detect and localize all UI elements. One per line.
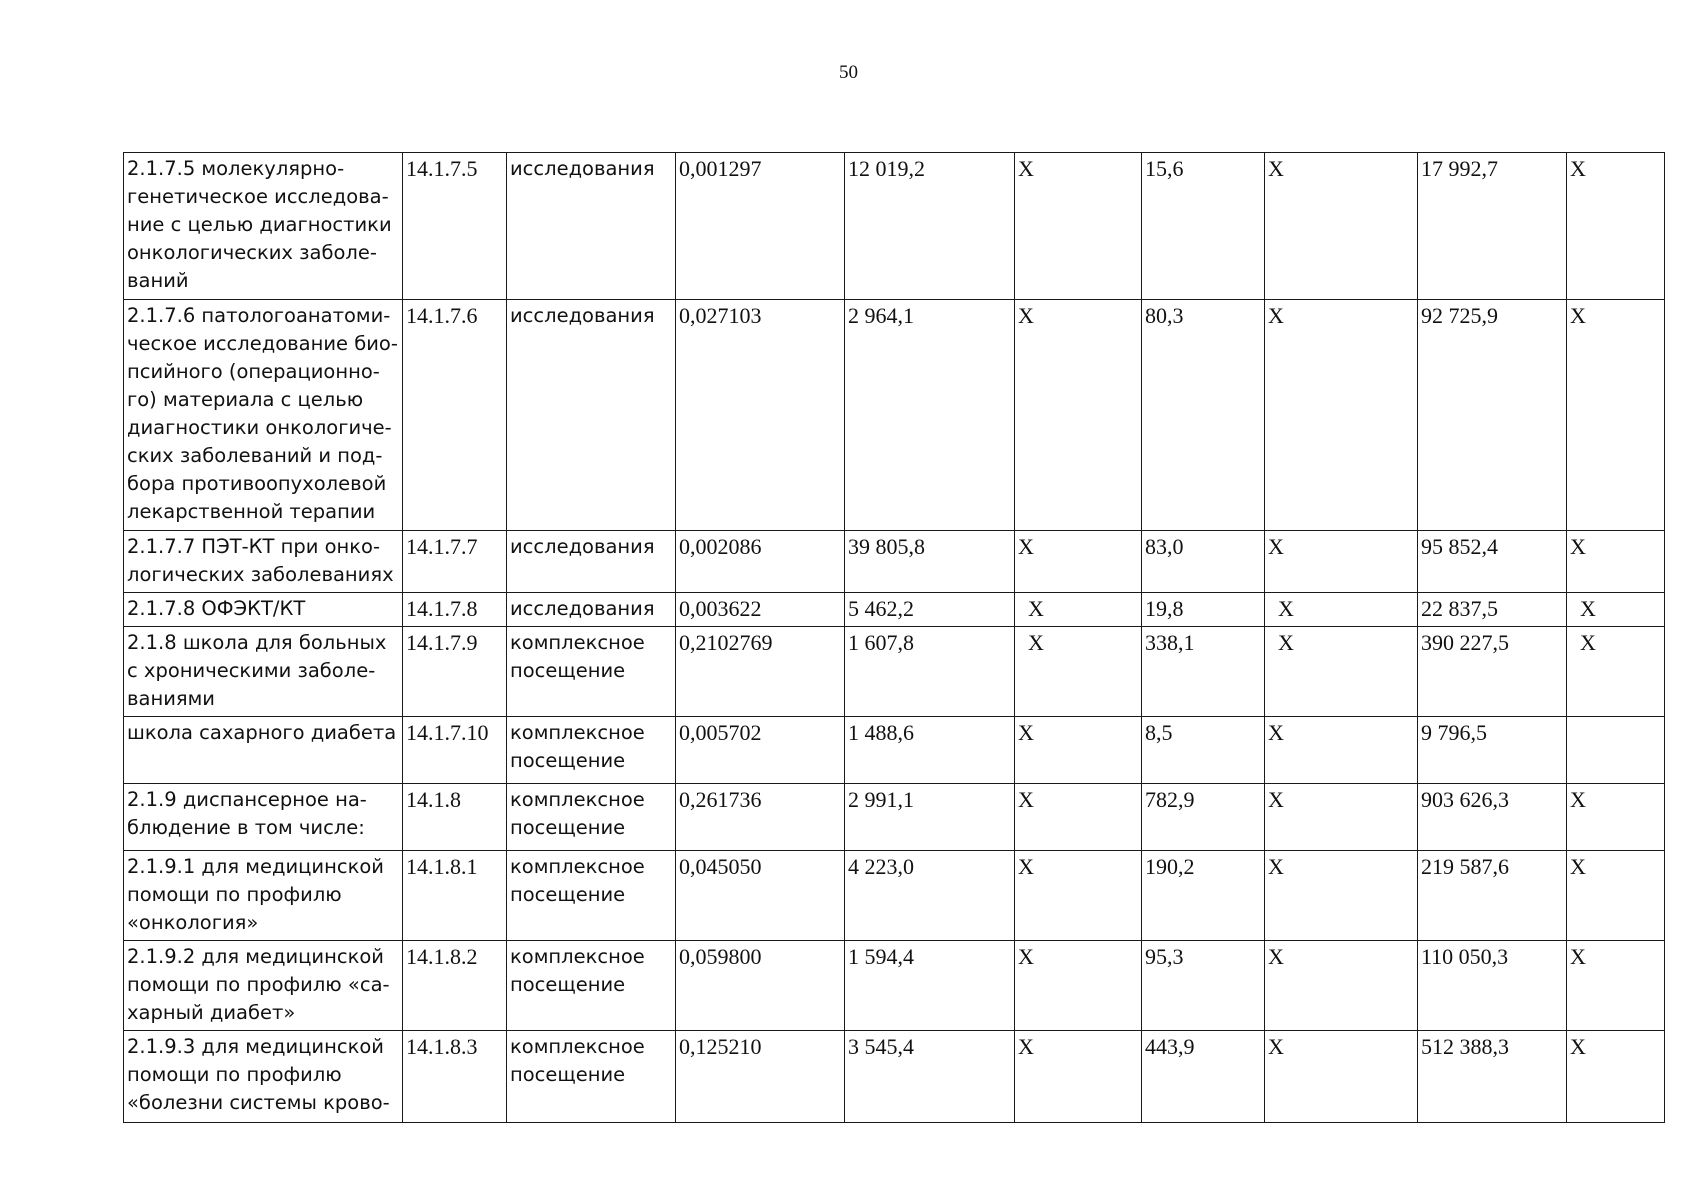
row-x3: X (1567, 784, 1665, 851)
row-code: 14.1.7.7 (403, 531, 507, 593)
row-norm: 0,001297 (676, 153, 845, 300)
row-total: 903 626,3 (1418, 784, 1567, 851)
row-x3: X (1567, 1031, 1665, 1123)
row-name: школа сахарного диабета (124, 717, 403, 784)
row-code: 14.1.7.9 (403, 627, 507, 717)
row-unit: исследования (507, 593, 676, 627)
row-name: 2.1.8 школа для больных с хроническими заболе- ваниями (124, 627, 403, 717)
row-cost: 1 488,6 (845, 717, 1015, 784)
row-code: 14.1.7.8 (403, 593, 507, 627)
row-code: 14.1.8 (403, 784, 507, 851)
row-x2: X (1265, 851, 1418, 941)
row-cost: 12 019,2 (845, 153, 1015, 300)
row-percapita: 83,0 (1142, 531, 1265, 593)
row-x2: X (1265, 531, 1418, 593)
row-name: 2.1.7.5 молекулярно- генетическое исследова- ние с целью диагностики онкологических заболе- ваний (124, 153, 403, 300)
row-code: 14.1.8.2 (403, 941, 507, 1031)
page-number: 50 (839, 62, 858, 83)
row-unit: комплексное посещение (507, 717, 676, 784)
row-name: 2.1.9.3 для медицинской помощи по профилю «болезни системы крово- (124, 1031, 403, 1123)
row-name: 2.1.9 диспансерное на- блюдение в том числе: (124, 784, 403, 851)
row-norm: 0,027103 (676, 300, 845, 531)
row-x2: X (1265, 784, 1418, 851)
row-name: 2.1.7.8 ОФЭКТ/КТ (124, 593, 403, 627)
row-unit: комплексное посещение (507, 627, 676, 717)
row-cost: 1 594,4 (845, 941, 1015, 1031)
row-x1: X (1015, 784, 1142, 851)
row-percapita: 80,3 (1142, 300, 1265, 531)
row-percapita: 95,3 (1142, 941, 1265, 1031)
row-x3: X (1567, 153, 1665, 300)
row-x1: X (1015, 941, 1142, 1031)
row-name: 2.1.9.2 для медицинской помощи по профилю «са- харный диабет» (124, 941, 403, 1031)
row-cost: 4 223,0 (845, 851, 1015, 941)
row-x1: X (1015, 153, 1142, 300)
row-x2: X (1265, 593, 1418, 627)
row-name: 2.1.9.1 для медицинской помощи по профилю «онкология» (124, 851, 403, 941)
row-norm: 0,002086 (676, 531, 845, 593)
row-name: 2.1.7.7 ПЭТ-КТ при онко- логических заболеваниях (124, 531, 403, 593)
row-total: 512 388,3 (1418, 1031, 1567, 1123)
row-x1: X (1015, 851, 1142, 941)
row-unit: исследования (507, 300, 676, 531)
row-x3: X (1567, 941, 1665, 1031)
row-percapita: 782,9 (1142, 784, 1265, 851)
row-code: 14.1.7.5 (403, 153, 507, 300)
row-x1: X (1015, 627, 1142, 717)
row-x2: X (1265, 627, 1418, 717)
row-norm: 0,003622 (676, 593, 845, 627)
row-code: 14.1.8.1 (403, 851, 507, 941)
row-total: 22 837,5 (1418, 593, 1567, 627)
table-row (124, 941, 1665, 1031)
row-unit: комплексное посещение (507, 1031, 676, 1123)
row-x1: X (1015, 1031, 1142, 1123)
row-total: 110 050,3 (1418, 941, 1567, 1031)
row-cost: 2 991,1 (845, 784, 1015, 851)
table-row (124, 627, 1665, 717)
row-x2: X (1265, 717, 1418, 784)
row-total: 9 796,5 (1418, 717, 1567, 784)
row-x2: X (1265, 300, 1418, 531)
row-code: 14.1.8.3 (403, 1031, 507, 1123)
row-cost: 5 462,2 (845, 593, 1015, 627)
row-code: 14.1.7.10 (403, 717, 507, 784)
row-code: 14.1.7.6 (403, 300, 507, 531)
row-norm: 0,125210 (676, 1031, 845, 1123)
row-percapita: 190,2 (1142, 851, 1265, 941)
row-x1: X (1015, 531, 1142, 593)
row-unit: комплексное посещение (507, 784, 676, 851)
row-x3: X (1567, 531, 1665, 593)
row-x3: X (1567, 300, 1665, 531)
row-total: 92 725,9 (1418, 300, 1567, 531)
row-unit: комплексное посещение (507, 851, 676, 941)
row-x2: X (1265, 1031, 1418, 1123)
row-x2: X (1265, 153, 1418, 300)
row-total: 219 587,6 (1418, 851, 1567, 941)
row-percapita: 8,5 (1142, 717, 1265, 784)
row-cost: 3 545,4 (845, 1031, 1015, 1123)
table-row (124, 593, 1665, 627)
row-unit: комплексное посещение (507, 941, 676, 1031)
table-row (124, 717, 1665, 784)
row-cost: 39 805,8 (845, 531, 1015, 593)
row-x3: X (1567, 851, 1665, 941)
row-x1: X (1015, 717, 1142, 784)
row-norm: 0,261736 (676, 784, 845, 851)
row-norm: 0,059800 (676, 941, 845, 1031)
row-norm: 0,045050 (676, 851, 845, 941)
row-total: 95 852,4 (1418, 531, 1567, 593)
row-percapita: 443,9 (1142, 1031, 1265, 1123)
table-row (124, 531, 1665, 593)
row-unit: исследования (507, 153, 676, 300)
row-norm: 0,2102769 (676, 627, 845, 717)
row-percapita: 338,1 (1142, 627, 1265, 717)
row-x3: X (1567, 627, 1665, 717)
row-cost: 2 964,1 (845, 300, 1015, 531)
data-table (123, 152, 1665, 1123)
table-row (124, 300, 1665, 531)
row-unit: исследования (507, 531, 676, 593)
row-x3: X (1567, 593, 1665, 627)
row-x2: X (1265, 941, 1418, 1031)
row-norm: 0,005702 (676, 717, 845, 784)
row-x1: X (1015, 300, 1142, 531)
row-x3 (1567, 717, 1665, 784)
row-cost: 1 607,8 (845, 627, 1015, 717)
row-x1: X (1015, 593, 1142, 627)
row-total: 390 227,5 (1418, 627, 1567, 717)
row-percapita: 15,6 (1142, 153, 1265, 300)
row-name: 2.1.7.6 патологоанатоми- ческое исследование био- псийного (операционно- го) материала с целью диагностики онкологиче- ских заболеваний и под- бора противоопухолевой лекарственной терапии (124, 300, 403, 531)
table-row (124, 851, 1665, 941)
table-body (124, 153, 1665, 1123)
table-row (124, 784, 1665, 851)
table-row (124, 153, 1665, 300)
table-row (124, 1031, 1665, 1123)
row-total: 17 992,7 (1418, 153, 1567, 300)
row-percapita: 19,8 (1142, 593, 1265, 627)
